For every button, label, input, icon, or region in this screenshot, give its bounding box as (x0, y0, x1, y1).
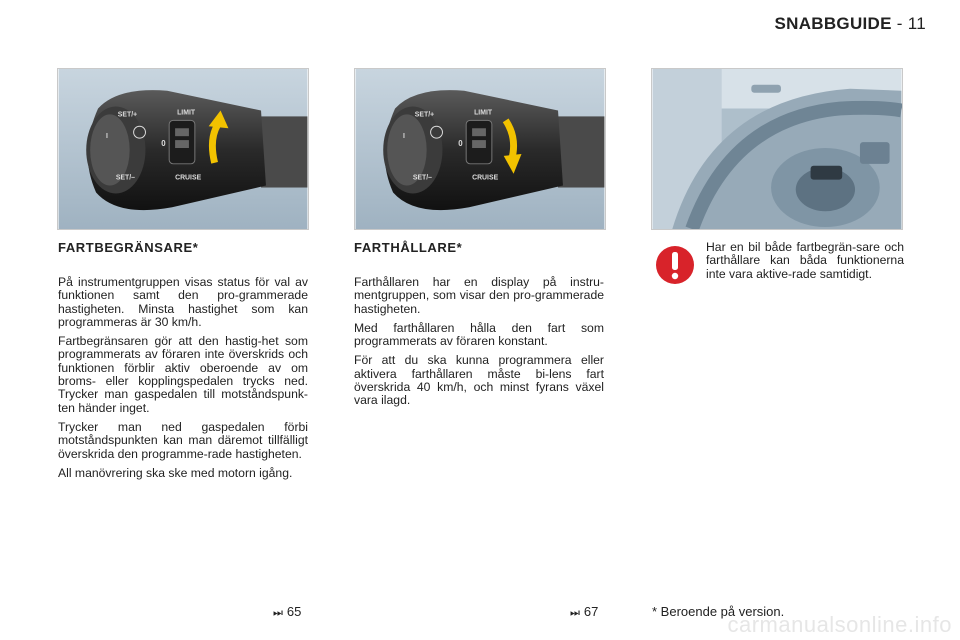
page-ref-number: 67 (583, 604, 599, 619)
watermark: carmanualsonline.info (727, 612, 952, 637)
page-ref-number: 65 (286, 604, 302, 619)
warning-text: Har en bil både fartbegrän-sare och farthållare kan båda funktionerna inte vara aktive-rade samtidigt. (706, 240, 904, 281)
footnote: * Beroende på version. (652, 604, 785, 619)
lever-down-label-setplus: SET/+ (414, 111, 435, 119)
speed-limiter-text (58, 276, 308, 486)
page-link-icon: ⏭ (273, 607, 283, 619)
lever-down-label-cruise: CRUISE (472, 174, 499, 182)
lever-up-label-limit: LIMIT (177, 109, 196, 117)
paragraph: Trycker man ned gaspedalen förbi motståndspunkten kan man däremot tillfälligt överskrida den programme-rade hastigheten. (58, 419, 308, 461)
exclamation-icon (655, 245, 695, 285)
paragraph: Fartbegränsaren gör att den hastig-het som programmerats av föraren inte överskrids och funktionen förblir aktiv oberoende av om broms- eller kopplingspedalen trycks ned. Trycker man gaspedalen till motståndspunk-ten händer inget. (58, 334, 308, 415)
cruise-control-title: FARTHÅLLARE* (354, 240, 463, 255)
cruise-control-lever-image (355, 69, 605, 229)
steering-wheel-illustration (651, 68, 903, 230)
page-header (774, 14, 926, 34)
header-title: SNABBGUIDE (774, 14, 892, 33)
lever-up-label-cruise: CRUISE (175, 174, 202, 182)
lever-down-label-zero: 0 (458, 139, 463, 149)
page-ref-65[interactable] (273, 604, 301, 620)
paragraph: All manövrering ska ske med motorn igång. (58, 465, 293, 480)
page-number: 11 (907, 14, 926, 33)
page-ref-67[interactable] (570, 604, 598, 620)
paragraph: Farthållaren har en display på instru-mentgruppen, som visar den pro-grammerade hastigheten. (354, 275, 604, 316)
paragraph: För att du ska kunna programmera eller aktivera farthållaren måste bi-lens fart överskrida 40 km/h, och minst fyrans växel vara ilagd. (354, 353, 604, 408)
paragraph: Med farthållaren hålla den fart som programmerats av föraren konstant. (354, 320, 604, 349)
lever-down-label-limit: LIMIT (474, 109, 493, 117)
paragraph: På instrumentgruppen visas status för val av funktionen samt den pro-grammerade hastigheten. Minsta hastighet som kan programmeras är 30 km/h. (58, 275, 308, 329)
lever-up-label-setplus: SET/+ (117, 111, 138, 119)
lever-up-label-one: I (105, 133, 108, 141)
speed-limiter-lever-image (58, 69, 308, 229)
cruise-control-text (354, 276, 604, 414)
speed-limiter-title: FARTBEGRÄNSARE* (58, 240, 199, 255)
lever-down-illustration (354, 68, 606, 230)
lever-up-label-zero: 0 (161, 139, 166, 149)
steering-wheel-image (652, 69, 902, 229)
lever-down-label-one: I (402, 133, 405, 141)
lever-up-illustration (57, 68, 309, 230)
page-link-icon: ⏭ (570, 607, 580, 619)
lever-down-label-setminus: SET/– (412, 174, 433, 182)
header-separator: - (896, 14, 903, 33)
lever-up-label-setminus: SET/– (115, 174, 136, 182)
